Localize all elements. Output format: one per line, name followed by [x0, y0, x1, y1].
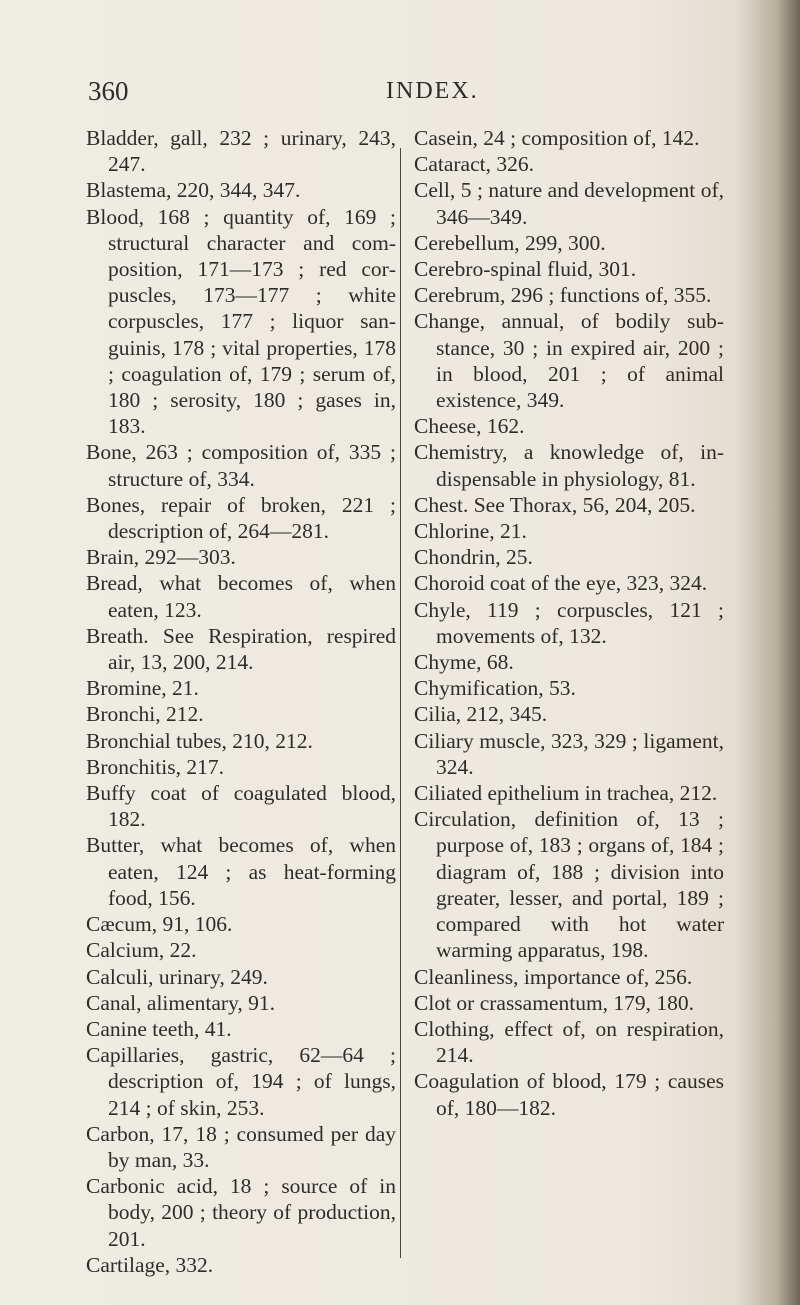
index-entry: Chondrin, 25. [414, 545, 533, 570]
index-entry: Coagulation of blood, 179 ; causes of, 180—182. [414, 1069, 724, 1120]
page-number: 360 [88, 76, 129, 106]
index-column-right [414, 125, 724, 1121]
index-entry: Bones, repair of broken, 221 ; description of, 264—281. [86, 492, 396, 544]
running-head: INDEX. [386, 78, 479, 104]
page-header [88, 76, 748, 116]
index-entry: Cleanliness, importance of, 256. [414, 964, 693, 989]
index-entry: Chemistry, a knowledge of, indispensable in physiology, 81. [414, 440, 724, 491]
index-entry: Carbonic acid, 18 ; source of in body, 200 ; theory of production, 201. [86, 1174, 396, 1251]
index-entry: Choroid coat of the eye, 323, 324. [414, 571, 708, 596]
index-entry: Cartilage, 332. [86, 1252, 214, 1277]
index-entry: Chymification, 53. [414, 676, 576, 701]
index-entry: Change, annual, of bodily substance, 30 ; in expired air, 200 ; in blood, 201 ; of animal existence, 349. [414, 309, 724, 413]
index-entry: Circulation, definition of, 13 ; purpose of, 183 ; organs of, 184 ; diagram of, 188 ; division into greater, lesser, and portal, 189 ; compared with hot water warming apparatus, 198. [414, 807, 724, 963]
index-entry: Cataract, 326. [414, 152, 534, 177]
index-entry: Ciliary muscle, 323, 329 ; ligament, 324. [414, 728, 724, 779]
index-entry: Bronchi, 212. [86, 702, 204, 727]
index-entry: Cerebrum, 296 ; functions of, 355. [414, 283, 712, 308]
index-entry: Cerebro-spinal fluid, 301. [414, 257, 637, 282]
index-entry: Clothing, effect of, on respiration, 214. [414, 1016, 724, 1068]
index-entry: Bladder, gall, 232 ; urinary, 243, 247. [86, 126, 396, 177]
index-entry: Cilia, 212, 345. [414, 702, 548, 727]
index-entry: Brain, 292—303. [86, 545, 236, 570]
index-entry: Clot or crassamentum, 179, 180. [414, 990, 695, 1015]
index-entry: Butter, what becomes of, when eaten, 124 ; as heat-forming food, 156. [86, 833, 396, 910]
column-divider [400, 148, 401, 1258]
index-entry: Bronchial tubes, 210, 212. [86, 728, 313, 753]
index-entry: Bromine, 21. [86, 676, 199, 701]
index-entry: Cerebellum, 299, 300. [414, 230, 606, 255]
index-entry: Bone, 263 ; composition of, 335 ; structure of, 334. [86, 440, 396, 491]
index-entry: Chlorine, 21. [414, 519, 527, 544]
index-entry: Bronchitis, 217. [86, 754, 224, 779]
index-entry: Carbon, 17, 18 ; consumed per day by man, 33. [86, 1121, 396, 1172]
index-entry: Chyle, 119 ; corpuscles, 121 ; movements of, 132. [414, 597, 724, 648]
index-entry: Bread, what becomes of, when eaten, 123. [86, 571, 396, 622]
index-entry: Calcium, 22. [86, 938, 197, 963]
index-entry: Cæcum, 91, 106. [86, 912, 233, 937]
index-entry: Casein, 24 ; composition of, 142. [414, 126, 700, 150]
index-entry: Capillaries, gastric, 62—64 ; description of, 194 ; of lungs, 214 ; of skin, 253. [86, 1043, 396, 1120]
index-entry: Blastema, 220, 344, 347. [86, 178, 301, 203]
index-entry: Breath. See Respiration, respired air, 13, 200, 214. [86, 623, 396, 675]
index-entry: Cell, 5 ; nature and development of, 346—349. [414, 178, 724, 229]
index-entry: Canal, alimentary, 91. [86, 990, 276, 1015]
index-entry: Ciliated epithelium in trachea, 212. [414, 781, 718, 806]
index-entry: Blood, 168 ; quantity of, 169 ; structural character and composition, 171—173 ; red corpuscles, 173—177 ; white corpuscles, 177 ; liquor sanguinis, 178 ; vital properties, 178 ; coagulation of, 179 ; serum of, 180 ; serosity, 180 ; gases in, 183. [86, 204, 396, 439]
index-entry: Chyme, 68. [414, 650, 514, 675]
index-entry: Buffy coat of coagulated blood, 182. [86, 781, 396, 832]
index-entry: Canine teeth, 41. [86, 1016, 232, 1041]
index-entry: Calculi, urinary, 249. [86, 964, 268, 989]
index-entry: Chest. See Thorax, 56, 204, 205. [414, 492, 696, 517]
index-column-left [86, 125, 396, 1278]
index-entry: Cheese, 162. [414, 414, 525, 439]
